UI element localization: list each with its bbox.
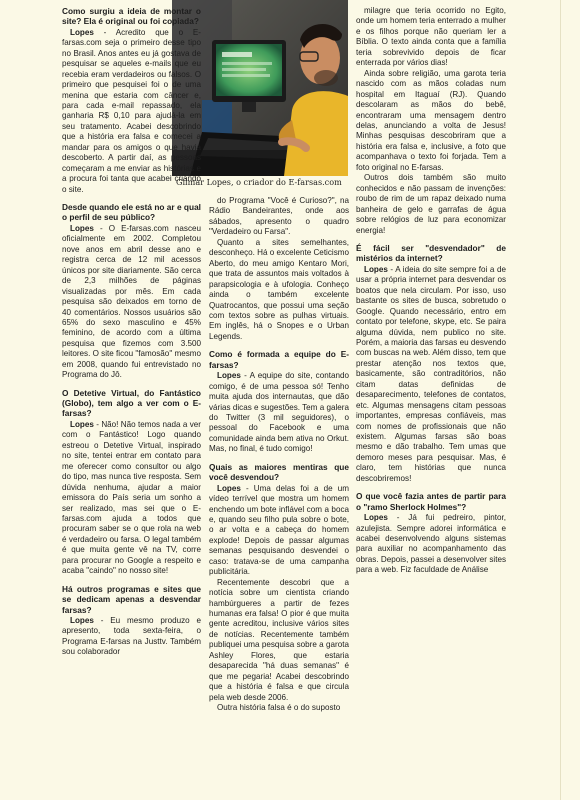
answer-text: - Acredito que o E-farsas.com seja o primeiro desse tipo no Brasil. Anos antes eu já gostava de pesquisar se aqueles e-mails que eu recebia eram verdadeiros ou falsos. O primeiro que pesquisei foi o de uma menina que estaria com câncer e, para cada e-mail repassado, ela ganharia R$ 0,10 para ajudá-la em seu tratamento. Acabei descobrindo que a história era falsa e comecei a mandar para os amigos o que havia descoberto. A partir daí, as pessoas começaram a me enviar as histórias e a procura foi tanta que acabei criando o site.	[62, 27, 201, 194]
interview-question: O Detetive Virtual, do Fantástico (Globo), tem algo a ver com o E-farsas?	[62, 387, 201, 419]
interview-answer-paragraph	[62, 28, 201, 195]
interview-answer-paragraph	[62, 224, 201, 381]
interview-question: O que você fazia antes de partir para o "ramo Sherlock Holmes"?	[356, 491, 506, 512]
answer-text: Ainda sobre religião, uma garota teria nascido com as mãos coladas num hospital em Itaguaí (RJ). Quando descolaram as mãos do bebê, encontraram uma mensagem dentro delas, anunciando a volta de Jesus! Minhas pesquisas descobriram que a história era falsa e, inclusive, a foto que acompanhava o texto foi forjada. Tem a foto original no E-farsas.	[356, 68, 506, 172]
speaker-name: Lopes	[70, 419, 94, 429]
interview-answer-paragraph	[356, 513, 506, 576]
interview-answer-paragraph	[209, 484, 349, 578]
page-gutter-line	[560, 0, 561, 800]
answer-text: - Não! Não temos nada a ver com o Fantástico! Logo quando estreou o Detetive Virtual, inspirado no site, tentei entrar em contato para me oferecer como consultor ou algo do tipo, mas nunca tive resposta. Sem dúvida nenhuma, ajudar a maior emissora do País seria um sonho a ser realizado, mas sei que o E-farsas.com ajuda a todos que procuram saber se o que rola na web é verdadeiro ou farsa. O legal também é que muita gente vê na TV, corre para procurar no Google a respeito e acaba "caindo" no nosso site!	[62, 419, 201, 576]
photo-caption: Gilmar Lopes, o criador do E-farsas.com	[176, 177, 342, 187]
answer-text: - Uma delas foi a de um vídeo terrível que mostra um homem enchendo um bote inflável com a boca e, quando seu filho pula sobre o bote, o ar volta e a cabeça do homem explode! Depois de passar algumas semanas pesquisando desvendei o caso: tratava-se de uma campanha publicitária.	[209, 483, 349, 577]
interview-answer-paragraph	[209, 371, 349, 455]
interview-question: Desde quando ele está no ar e qual o perfil de seu público?	[62, 202, 201, 223]
text-column-1	[62, 6, 201, 658]
answer-text: Outros dois também são muito conhecidos e não passam de invenções: roubo de rim de um rapaz deixado numa banheira de gelo e garrafas de água sobre relógios de luz para economizar energia!	[356, 173, 506, 235]
speaker-name: Lopes	[217, 371, 241, 381]
photo-credit: RICARDO FERRARI	[356, 106, 361, 148]
interview-answer-paragraph	[209, 703, 349, 713]
interview-answer-paragraph	[356, 173, 506, 236]
speaker-name: Lopes	[70, 27, 94, 37]
interview-answer-paragraph	[209, 196, 349, 238]
interview-question: Como é formada a equipe do E-farsas?	[209, 349, 349, 370]
speaker-name: Lopes	[364, 264, 388, 274]
answer-text: milagre que teria ocorrido no Egito, onde um homem teria enterrado a mulher e os filhos porque não queriam ler a Bíblia. O texto ainda conta que a família teria sobrevivido depois de ficar enterrada por vários dias!	[356, 6, 506, 68]
speaker-name: Lopes	[364, 513, 388, 523]
speaker-name: Lopes	[70, 615, 94, 625]
text-column-3	[356, 6, 506, 576]
interview-answer-paragraph	[62, 420, 201, 577]
speaker-name: Lopes	[217, 483, 241, 493]
interview-question: Há outros programas e sites que se dedicam apenas a desvendar farsas?	[62, 583, 201, 615]
answer-text: Recentemente descobri que a notícia sobre um cientista criando hambúrgueres a partir de fezes humanas era falsa! O pior é que muita gente acreditou, inclusive vários sites de notícias. Recentemente também publiquei uma pesquisa sobre a garota Ashley Flores, que estaria desaparecida "há duas semanas" é que me pegaria! Acabei descobrindo que a história é falsa e que circula pela web desde 2006.	[209, 577, 349, 702]
interview-question: Como surgiu a ideia de montar o site? Ela é original ou foi copiada?	[62, 6, 201, 27]
speaker-name: Lopes	[70, 223, 94, 233]
answer-text: - A ideia do site sempre foi a de usar a própria internet para desvendar os boatos que nela circulam. Por isso, uso bastante os sites de busca, sobretudo o Google. Quando necessário, entro em contato por telefone, skype, etc. Se paira alguma dúvida, nem publico no site. Porém, a maioria das farsas eu desvendo com buscas na web. Além disso, tem que prestar atenção nos textos que, basicamente, são contraditórios, não citam datas definidas de desaparecimento, telefones de contatos, etc. Algumas mensagens citam pessoas importantes, empresas confiáveis, mas com nomes de profissionais que não existem. Algumas farsas são boas mesmo e dão trabalho. Tem umas que demoro meses para pesquisar. Mas, é claro, tem histórias que nunca descobriremos!	[356, 264, 506, 483]
interview-answer-paragraph	[356, 69, 506, 174]
answer-text: - Já fui pedreiro, pintor, azulejista. Sempre adorei informática e acabei desenvolvendo alguns sistemas para auxiliar no acompanhamento das obras. Depois, passei a desenvolver sites para a web. Fiz faculdade de Análise	[356, 513, 506, 575]
interview-question: Quais as maiores mentiras que você desvendou?	[209, 461, 349, 483]
answer-text: - O E-farsas.com nasceu oficialmente em 2002. Completou nove anos em abril desse ano e registra cerca de 12 mil acessos únicos por site diariamente. São cerca de 2,3 milhões de páginas visualizadas por mês. Em cada pesquisa são deixados em torno de 40 comentários. Nossos usuários são 65% do sexo masculino e 45% feminino, de acordo com a última pesquisa que fizemos com 3.500 leitores. O site ficou "famosão" mesmo em 2008, quando fui entrevistado no Programa do Jô.	[62, 223, 201, 380]
answer-text: do Programa "Você é Curioso?", na Rádio Bandeirantes, onde aos sábados, apresento o quadro "Verdadeiro ou Farsa".	[209, 196, 349, 237]
text-column-2	[209, 196, 349, 714]
answer-text: Quanto a sites semelhantes, desconheço. Há o excelente Ceticismo Aberto, do meu amigo Kentaro Mori, que trata de assuntos mais voltados à parapsicologia e à ufologia. Conheço ainda o também excelente Quatrocantos, que possui uma seção com textos sobre as pulhas virtuais. Em inglês, há o Snopes e o Urban Legends.	[209, 237, 349, 341]
interview-answer-paragraph	[356, 265, 506, 485]
interview-answer-paragraph	[356, 6, 506, 69]
answer-text: - Eu mesmo produzo e apresento, toda sexta-feira, o Programa E-farsas na Justtv. Também sou colaborador	[62, 615, 201, 657]
interview-answer-paragraph	[209, 238, 349, 343]
interview-answer-paragraph	[209, 578, 349, 703]
answer-text: Outra história falsa é o do suposto	[217, 703, 341, 713]
interview-question: É fácil ser "desvendador" de mistérios da internet?	[356, 242, 506, 264]
answer-text: - A equipe do site, contando comigo, é de uma pessoa só! Tenho muita ajuda dos internautas, que dão várias dicas e sugestões. Tem a galera do Twitter (3 mil seguidores), o pessoal do Facebook e uma comunidade ainda bem ativa no Orkut. Mas, no final, é tudo comigo!	[209, 371, 349, 454]
interview-answer-paragraph	[62, 616, 201, 658]
